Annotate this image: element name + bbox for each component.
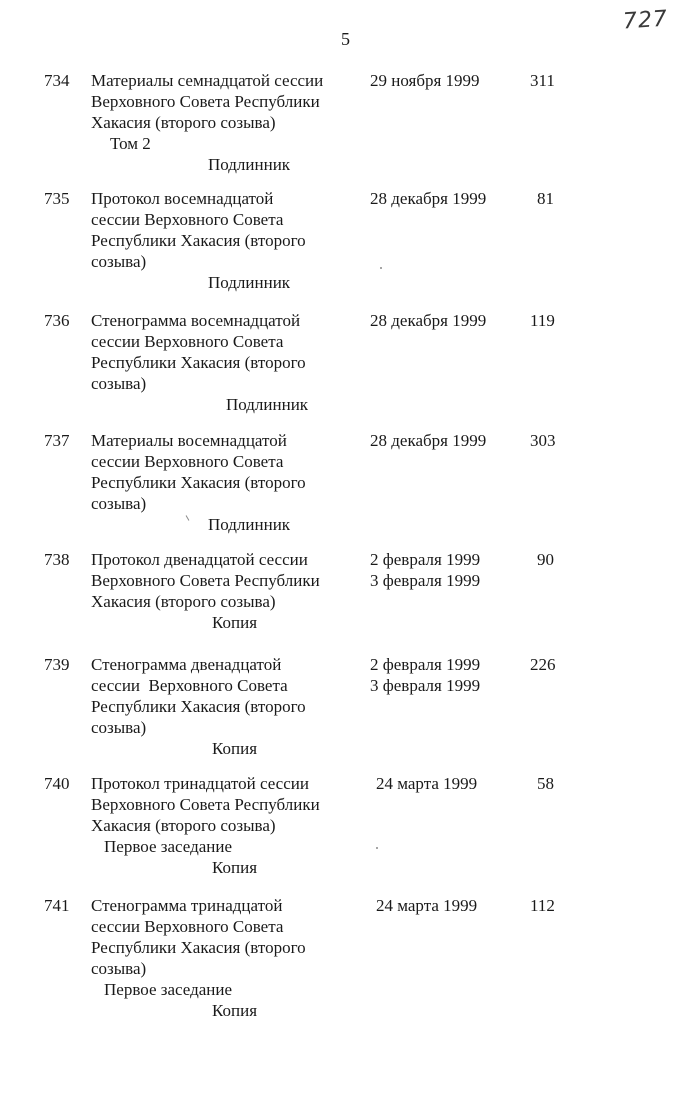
title-line: созыва) (91, 374, 147, 393)
scan-speck (376, 847, 378, 849)
entry-title (91, 430, 353, 535)
entry-title (91, 188, 353, 293)
entry-status: Копия (212, 858, 258, 877)
entry-date: 2 февраля 1999 (370, 550, 481, 569)
entry-title (91, 70, 353, 175)
entry-sheet-count: 112 (530, 896, 555, 915)
title-line: Стенограмма тринадцатой (91, 896, 283, 915)
title-line: Республики Хакасия (второго (91, 231, 306, 250)
title-line: созыва) (91, 959, 147, 978)
entry-status: Подлинник (226, 395, 309, 414)
entry-date: 24 марта 1999 (376, 774, 478, 793)
entry-dates (370, 549, 480, 591)
title-line: сессии Верховного Совета (91, 210, 284, 229)
page-number: 5 (341, 29, 350, 49)
title-line: Протокол тринадцатой сессии (91, 774, 309, 793)
title-line: сессии Верховного Совета (91, 332, 284, 351)
title-line: Верховного Совета Республики (91, 795, 320, 814)
entry-number: 734 (44, 71, 70, 90)
title-line: сессии Верховного Совета (91, 452, 284, 471)
entry-dates (370, 654, 480, 696)
entry-sheet-count: 119 (530, 311, 555, 330)
entry-title (91, 549, 353, 633)
title-line: Республики Хакасия (второго (91, 353, 306, 372)
entry-number: 735 (44, 189, 70, 208)
entry-sheet-count: 90 (537, 550, 554, 569)
title-line: Хакасия (второго созыва) (91, 816, 276, 835)
title-line: Протокол двенадцатой сессии (91, 550, 308, 569)
entry-number: 741 (44, 896, 70, 915)
entry-date: 3 февраля 1999 (370, 676, 481, 695)
title-line: сессии Верховного Совета (91, 917, 284, 936)
entry-status: Подлинник (208, 155, 291, 174)
title-line: Материалы семнадцатой сессии (91, 71, 324, 90)
title-line: созыва) (91, 718, 147, 737)
entry-sheet-count: 226 (530, 655, 556, 674)
title-line: Материалы восемнадцатой (91, 431, 287, 450)
entry-dates (370, 310, 486, 331)
entry-sheet-count: 303 (530, 431, 556, 450)
entry-title (91, 895, 353, 1021)
entry-number: 739 (44, 655, 70, 674)
title-line: Республики Хакасия (второго (91, 697, 306, 716)
entry-title (91, 773, 353, 878)
entry-number: 738 (44, 550, 70, 569)
entry-dates (370, 430, 486, 451)
title-line: Протокол восемнадцатой (91, 189, 274, 208)
entry-sheet-count: 58 (537, 774, 554, 793)
entry-date: 28 декабря 1999 (370, 431, 487, 450)
entry-title (91, 310, 353, 415)
title-line: созыва) (91, 494, 147, 513)
entry-dates (370, 70, 480, 91)
entry-session-note: Первое заседание (104, 980, 233, 999)
entry-status: Копия (212, 739, 258, 758)
title-line: Республики Хакасия (второго (91, 473, 306, 492)
entry-date: 2 февраля 1999 (370, 655, 481, 674)
entry-number: 740 (44, 774, 70, 793)
entry-dates (376, 895, 477, 916)
entry-status: Копия (212, 1001, 258, 1020)
entry-status: Подлинник (208, 273, 291, 292)
entry-date: 28 декабря 1999 (370, 189, 487, 208)
entry-status: Подлинник (208, 515, 291, 534)
entry-title (91, 654, 353, 759)
entry-volume: Том 2 (110, 134, 151, 153)
entry-date: 29 ноября 1999 (370, 71, 480, 90)
title-line: Хакасия (второго созыва) (91, 592, 276, 611)
entry-date: 3 февраля 1999 (370, 571, 481, 590)
entry-date: 28 декабря 1999 (370, 311, 487, 330)
entry-number: 737 (44, 431, 70, 450)
entry-sheet-count: 311 (530, 71, 555, 90)
title-line: Хакасия (второго созыва) (91, 113, 276, 132)
title-line: Республики Хакасия (второго (91, 938, 306, 957)
entry-dates (376, 773, 477, 794)
entry-sheet-count: 81 (537, 189, 554, 208)
scan-speck (380, 267, 382, 269)
entry-number: 736 (44, 311, 70, 330)
title-line: Верховного Совета Республики (91, 92, 320, 111)
entry-dates (370, 188, 486, 209)
handwritten-sheet-number: 727 (622, 6, 669, 35)
entry-session-note: Первое заседание (104, 837, 233, 856)
title-line: созыва) (91, 252, 147, 271)
entry-date: 24 марта 1999 (376, 896, 478, 915)
title-line: Стенограмма восемнадцатой (91, 311, 301, 330)
entry-status: Копия (212, 613, 258, 632)
title-line: Верховного Совета Республики (91, 571, 320, 590)
title-line: сессии Верховного Совета (91, 676, 288, 695)
title-line: Стенограмма двенадцатой (91, 655, 282, 674)
